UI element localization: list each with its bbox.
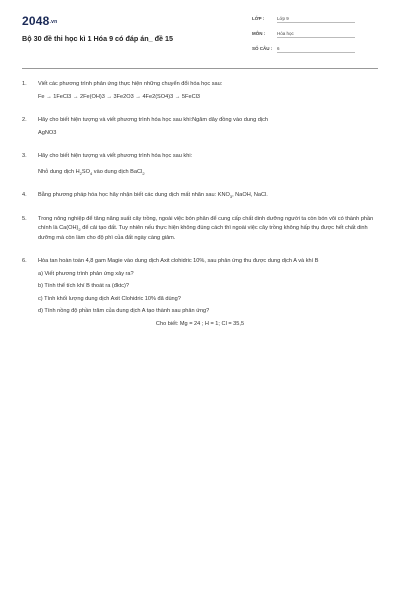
question-2: 2. Hãy cho biết hiện tượng và viết phương trình hóa học sau khi:Ngâm dây đồng vào dung dịch AgNO3 <box>22 117 269 136</box>
document-header <box>22 14 380 66</box>
meta-subject: MÔN : Hóa học <box>252 31 380 36</box>
question-list <box>22 80 378 339</box>
page-title: Bộ 30 đề thi học kì 1 Hóa 9 có đáp án_ đề 15 <box>22 34 173 43</box>
question-6-part-b: b) Tính thể tích khí B thoát ra (đktc)? <box>38 283 129 289</box>
given-values: Cho biết: Mg = 24 ; H = 1; Cl = 35,5 <box>155 320 245 327</box>
site-logo[interactable]: 2048.vn <box>22 14 58 28</box>
question-6-part-d: d) Tính nồng độ phần trăm của dung dịch A tạo thành sau phản ứng? <box>38 308 210 314</box>
question-3: 3. Hãy cho biết hiện tượng và viết phương trình hóa học sau khi: Nhỏ dung dịch $H_2SO_4$ vào dung dịch BaCl$_2$ <box>22 153 193 176</box>
question-6-part-a: a) Viết phương trình phản ứng xảy ra? <box>38 270 134 277</box>
question-6: 6. Hòa tan hoàn toàn 4,8 gam Magie vào dung dịch Axit clohidric 10%, sau phản ứng thu được dung dịch A và khí B a) Viết phương trình phản ứng xảy ra? b) Tính thể tích khí B thoát ra (đktc)? c) Tính khối lượng dung dịch Axit Clohidric 10% đã dùng? d) Tính nồng độ phần trăm của dung dịch A tạo thành sau phản ứng? Cho biết: Mg = 24 ; H = 1; Cl = 35,5 <box>22 257 378 329</box>
question-1: 1. Viết các phương trình phản ứng thực hiện những chuyển đổi hóa học sau: Fe → 1FeCl3 → 2Fe(OH)3 → 3Fe2O3 → 4Fe2(SO4)3 → 5FeCl3 <box>22 81 223 100</box>
question-6-part-c: c) Tính khối lượng dung dịch Axit Clohidric 10% đã dùng? <box>38 295 181 302</box>
meta-class: LỚP : Lớp 9 <box>252 16 380 21</box>
question-4: 4. Bằng phương pháp hóa học hãy nhận biết các dung dịch mất nhãn sau: $KNO_3$, NaOH, NaCl. <box>22 192 268 200</box>
meta-question-count: SỐ CÂU : 6 <box>252 46 380 51</box>
question-5: 5. Trong nông nghiệp để tăng năng suất cây trồng, ngoài việc bón phân để cung cấp chất dinh dưỡng người ta còn bón vôi có thành phần chính là $Ca(OH)_2$ để cải tạo đất. Tuy nhiên nếu thực hiện không đúng cách thì ngoài việc cây trồng không hấp thụ được hết chất dinh dưỡng mà còn làm cho độ phì của đất ngày càng giảm. <box>22 215 374 241</box>
header-divider <box>22 68 378 69</box>
